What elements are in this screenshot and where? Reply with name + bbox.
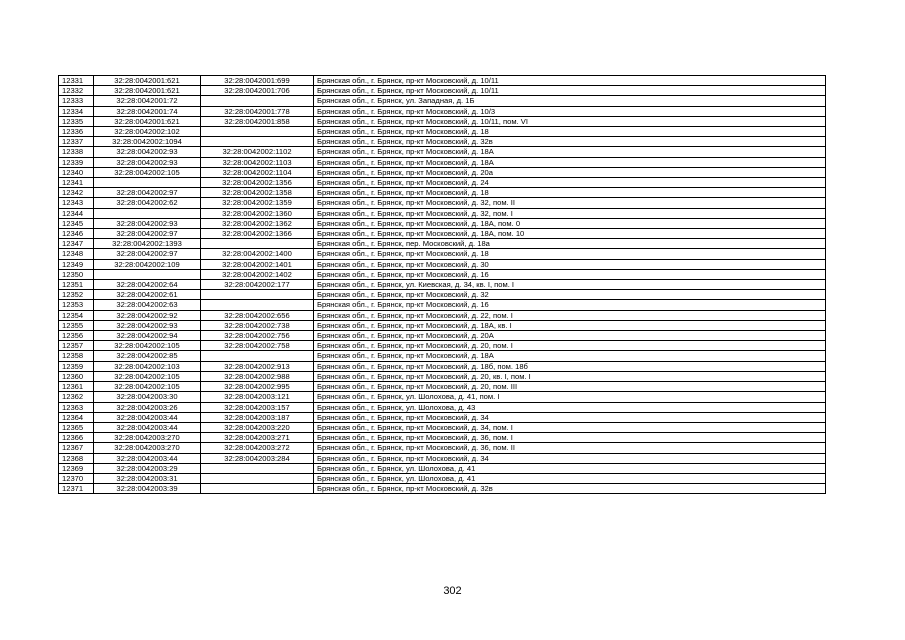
table-row: [59, 269, 826, 279]
table-row: [59, 392, 826, 402]
cadastral-number-cell: 32:28:0042002:62: [94, 198, 201, 208]
address-cell: Брянская обл., г. Брянск, пр-кт Московский, д. 18А, пом. 0: [314, 218, 826, 228]
row-number-cell: 12350: [59, 269, 94, 279]
object-cadastral-number-cell: 32:28:0042002:1402: [201, 269, 314, 279]
cadastral-number-cell: 32:28:0042002:102: [94, 127, 201, 137]
address-cell: Брянская обл., г. Брянск, пр-кт Московский, д. 20а: [314, 167, 826, 177]
object-cadastral-number-cell: 32:28:0042002:1104: [201, 167, 314, 177]
object-cadastral-number-cell: [201, 351, 314, 361]
object-cadastral-number-cell: 32:28:0042001:706: [201, 86, 314, 96]
row-number-cell: 12362: [59, 392, 94, 402]
address-cell: Брянская обл., г. Брянск, ул. Шолохова, д. 41: [314, 473, 826, 483]
row-number-cell: 12337: [59, 137, 94, 147]
object-cadastral-number-cell: 32:28:0042003:284: [201, 453, 314, 463]
table-row: [59, 218, 826, 228]
object-cadastral-number-cell: 32:28:0042002:1358: [201, 188, 314, 198]
table-row: [59, 371, 826, 381]
table-row: [59, 412, 826, 422]
table-row: [59, 259, 826, 269]
row-number-cell: 12354: [59, 310, 94, 320]
row-number-cell: 12336: [59, 127, 94, 137]
object-cadastral-number-cell: 32:28:0042002:1360: [201, 208, 314, 218]
cadastral-number-cell: 32:28:0042002:93: [94, 218, 201, 228]
row-number-cell: 12357: [59, 341, 94, 351]
row-number-cell: 12360: [59, 371, 94, 381]
cadastral-number-cell: 32:28:0042002:1393: [94, 239, 201, 249]
cadastral-number-cell: 32:28:0042003:39: [94, 484, 201, 494]
object-cadastral-number-cell: 32:28:0042002:177: [201, 280, 314, 290]
table-row: [59, 280, 826, 290]
address-cell: Брянская обл., г. Брянск, пр-кт Московский, д. 18: [314, 127, 826, 137]
address-cell: Брянская обл., г. Брянск, пр-кт Московский, д. 20А: [314, 331, 826, 341]
row-number-cell: 12356: [59, 331, 94, 341]
table-row: [59, 239, 826, 249]
table-row: [59, 157, 826, 167]
row-number-cell: 12355: [59, 320, 94, 330]
object-cadastral-number-cell: 32:28:0042002:656: [201, 310, 314, 320]
table-row: [59, 351, 826, 361]
address-cell: Брянская обл., г. Брянск, пр-кт Московский, д. 20, пом. I: [314, 341, 826, 351]
row-number-cell: 12339: [59, 157, 94, 167]
cadastral-number-cell: 32:28:0042002:1094: [94, 137, 201, 147]
address-cell: Брянская обл., г. Брянск, ул. Шолохова, д. 43: [314, 402, 826, 412]
address-cell: Брянская обл., г. Брянск, пр-кт Московский, д. 34, пом. I: [314, 422, 826, 432]
row-number-cell: 12346: [59, 229, 94, 239]
row-number-cell: 12351: [59, 280, 94, 290]
row-number-cell: 12343: [59, 198, 94, 208]
row-number-cell: 12371: [59, 484, 94, 494]
object-cadastral-number-cell: 32:28:0042002:1362: [201, 218, 314, 228]
row-number-cell: 12348: [59, 249, 94, 259]
object-cadastral-number-cell: 32:28:0042003:157: [201, 402, 314, 412]
table-row: [59, 127, 826, 137]
table-row: [59, 178, 826, 188]
row-number-cell: 12363: [59, 402, 94, 412]
cadastral-number-cell: 32:28:0042003:270: [94, 433, 201, 443]
row-number-cell: 12342: [59, 188, 94, 198]
object-cadastral-number-cell: 32:28:0042003:187: [201, 412, 314, 422]
address-cell: Брянская обл., г. Брянск, ул. Шолохова, д. 41: [314, 463, 826, 473]
address-cell: Брянская обл., г. Брянск, ул. Киевская, д. 34, кв. I, пом. I: [314, 280, 826, 290]
table-row: [59, 310, 826, 320]
row-number-cell: 12347: [59, 239, 94, 249]
table-row: [59, 402, 826, 412]
row-number-cell: 12345: [59, 218, 94, 228]
row-number-cell: 12332: [59, 86, 94, 96]
cadastral-number-cell: 32:28:0042001:621: [94, 116, 201, 126]
cadastral-number-cell: 32:28:0042002:94: [94, 331, 201, 341]
object-cadastral-number-cell: [201, 463, 314, 473]
table-row: [59, 484, 826, 494]
object-cadastral-number-cell: [201, 96, 314, 106]
object-cadastral-number-cell: 32:28:0042001:858: [201, 116, 314, 126]
cadastral-number-cell: 32:28:0042002:105: [94, 382, 201, 392]
row-number-cell: 12369: [59, 463, 94, 473]
object-cadastral-number-cell: [201, 290, 314, 300]
cadastral-number-cell: 32:28:0042002:93: [94, 157, 201, 167]
object-cadastral-number-cell: 32:28:0042002:913: [201, 361, 314, 371]
row-number-cell: 12344: [59, 208, 94, 218]
address-cell: Брянская обл., г. Брянск, пр-кт Московский, д. 18б, пом. 18б: [314, 361, 826, 371]
object-cadastral-number-cell: 32:28:0042001:699: [201, 76, 314, 86]
cadastral-number-cell: [94, 208, 201, 218]
table-row: [59, 76, 826, 86]
cadastral-number-cell: 32:28:0042002:109: [94, 259, 201, 269]
address-cell: Брянская обл., г. Брянск, пр-кт Московский, д. 18: [314, 188, 826, 198]
row-number-cell: 12368: [59, 453, 94, 463]
object-cadastral-number-cell: 32:28:0042002:1400: [201, 249, 314, 259]
address-cell: Брянская обл., г. Брянск, пр-кт Московский, д. 18А: [314, 351, 826, 361]
cadastral-number-cell: 32:28:0042002:105: [94, 341, 201, 351]
address-cell: Брянская обл., г. Брянск, пр-кт Московский, д. 36, пом. I: [314, 433, 826, 443]
address-cell: Брянская обл., г. Брянск, пр-кт Московский, д. 32в: [314, 137, 826, 147]
cadastral-number-cell: 32:28:0042002:97: [94, 249, 201, 259]
table-row: [59, 341, 826, 351]
address-cell: Брянская обл., г. Брянск, пр-кт Московский, д. 32: [314, 290, 826, 300]
address-cell: Брянская обл., г. Брянск, пр-кт Московский, д. 18: [314, 249, 826, 259]
address-cell: Брянская обл., г. Брянск, пр-кт Московский, д. 32, пом. II: [314, 198, 826, 208]
object-cadastral-number-cell: 32:28:0042002:995: [201, 382, 314, 392]
table-row: [59, 137, 826, 147]
address-cell: Брянская обл., г. Брянск, ул. Шолохова, д. 41, пом. I: [314, 392, 826, 402]
address-cell: Брянская обл., г. Брянск, пр-кт Московский, д. 34: [314, 412, 826, 422]
cadastral-number-cell: 32:28:0042001:74: [94, 106, 201, 116]
cadastral-number-cell: 32:28:0042002:85: [94, 351, 201, 361]
row-number-cell: 12358: [59, 351, 94, 361]
address-cell: Брянская обл., г. Брянск, пр-кт Московский, д. 18А, кв. I: [314, 320, 826, 330]
row-number-cell: 12335: [59, 116, 94, 126]
table-row: [59, 443, 826, 453]
address-cell: Брянская обл., г. Брянск, пр-кт Московский, д. 16: [314, 300, 826, 310]
row-number-cell: 12365: [59, 422, 94, 432]
object-cadastral-number-cell: [201, 484, 314, 494]
cadastral-number-cell: 32:28:0042003:31: [94, 473, 201, 483]
cadastral-number-cell: 32:28:0042002:93: [94, 320, 201, 330]
object-cadastral-number-cell: 32:28:0042002:1366: [201, 229, 314, 239]
object-cadastral-number-cell: 32:28:0042002:738: [201, 320, 314, 330]
table-row: [59, 249, 826, 259]
table-row: [59, 453, 826, 463]
table-row: [59, 300, 826, 310]
cadastral-number-cell: 32:28:0042003:44: [94, 422, 201, 432]
row-number-cell: 12361: [59, 382, 94, 392]
table-row: [59, 198, 826, 208]
address-cell: Брянская обл., г. Брянск, пр-кт Московский, д. 16: [314, 269, 826, 279]
object-cadastral-number-cell: 32:28:0042002:1401: [201, 259, 314, 269]
object-cadastral-number-cell: 32:28:0042002:1356: [201, 178, 314, 188]
row-number-cell: 12333: [59, 96, 94, 106]
cadastral-number-cell: [94, 269, 201, 279]
cadastral-number-cell: 32:28:0042002:93: [94, 147, 201, 157]
object-cadastral-number-cell: 32:28:0042002:1103: [201, 157, 314, 167]
table-row: [59, 463, 826, 473]
object-cadastral-number-cell: 32:28:0042003:220: [201, 422, 314, 432]
object-cadastral-number-cell: 32:28:0042002:758: [201, 341, 314, 351]
object-cadastral-number-cell: 32:28:0042003:272: [201, 443, 314, 453]
address-cell: Брянская обл., г. Брянск, пр-кт Московский, д. 10/11, пом. VI: [314, 116, 826, 126]
table-row: [59, 86, 826, 96]
row-number-cell: 12353: [59, 300, 94, 310]
table-row: [59, 229, 826, 239]
object-cadastral-number-cell: [201, 300, 314, 310]
cadastral-number-cell: 32:28:0042001:621: [94, 86, 201, 96]
table-row: [59, 116, 826, 126]
address-cell: Брянская обл., г. Брянск, пер. Московский, д. 18а: [314, 239, 826, 249]
object-cadastral-number-cell: 32:28:0042003:121: [201, 392, 314, 402]
cadastral-number-cell: 32:28:0042002:103: [94, 361, 201, 371]
table-row: [59, 382, 826, 392]
table-row: [59, 320, 826, 330]
object-cadastral-number-cell: [201, 239, 314, 249]
address-cell: Брянская обл., г. Брянск, пр-кт Московский, д. 22, пом. I: [314, 310, 826, 320]
address-cell: Брянская обл., г. Брянск, пр-кт Московский, д. 36, пом. II: [314, 443, 826, 453]
table-row: [59, 188, 826, 198]
object-cadastral-number-cell: 32:28:0042002:756: [201, 331, 314, 341]
object-cadastral-number-cell: 32:28:0042003:271: [201, 433, 314, 443]
table-row: [59, 147, 826, 157]
page-number: 302: [443, 585, 462, 597]
cadastral-number-cell: 32:28:0042002:97: [94, 188, 201, 198]
cadastral-number-cell: 32:28:0042003:270: [94, 443, 201, 453]
row-number-cell: 12341: [59, 178, 94, 188]
cadastral-number-cell: 32:28:0042002:105: [94, 371, 201, 381]
row-number-cell: 12364: [59, 412, 94, 422]
cadastral-number-cell: 32:28:0042003:44: [94, 453, 201, 463]
cadastral-number-cell: [94, 178, 201, 188]
table-row: [59, 96, 826, 106]
cadastral-number-cell: 32:28:0042003:29: [94, 463, 201, 473]
row-number-cell: 12366: [59, 433, 94, 443]
address-cell: Брянская обл., г. Брянск, пр-кт Московский, д. 20, кв. I, пом. I: [314, 371, 826, 381]
address-cell: Брянская обл., г. Брянск, пр-кт Московский, д. 18А, пом. 10: [314, 229, 826, 239]
object-cadastral-number-cell: [201, 137, 314, 147]
table-row: [59, 208, 826, 218]
table-row: [59, 422, 826, 432]
row-number-cell: 12359: [59, 361, 94, 371]
cadastral-number-cell: 32:28:0042002:64: [94, 280, 201, 290]
address-cell: Брянская обл., г. Брянск, ул. Западная, д. 1Б: [314, 96, 826, 106]
cadastral-number-cell: 32:28:0042002:61: [94, 290, 201, 300]
cadastral-number-cell: 32:28:0042001:72: [94, 96, 201, 106]
table-row: [59, 106, 826, 116]
cadastral-number-cell: 32:28:0042003:44: [94, 412, 201, 422]
table-row: [59, 361, 826, 371]
cadastral-number-cell: 32:28:0042003:26: [94, 402, 201, 412]
address-cell: Брянская обл., г. Брянск, пр-кт Московский, д. 34: [314, 453, 826, 463]
row-number-cell: 12352: [59, 290, 94, 300]
registry-table-body: [59, 76, 826, 494]
cadastral-number-cell: 32:28:0042002:97: [94, 229, 201, 239]
address-cell: Брянская обл., г. Брянск, пр-кт Московский, д. 32в: [314, 484, 826, 494]
object-cadastral-number-cell: 32:28:0042002:1102: [201, 147, 314, 157]
row-number-cell: 12349: [59, 259, 94, 269]
row-number-cell: 12334: [59, 106, 94, 116]
table-row: [59, 290, 826, 300]
object-cadastral-number-cell: [201, 473, 314, 483]
row-number-cell: 12338: [59, 147, 94, 157]
registry-table: [58, 75, 826, 494]
cadastral-number-cell: 32:28:0042001:621: [94, 76, 201, 86]
cadastral-number-cell: 32:28:0042002:63: [94, 300, 201, 310]
table-row: [59, 473, 826, 483]
row-number-cell: 12340: [59, 167, 94, 177]
object-cadastral-number-cell: 32:28:0042001:778: [201, 106, 314, 116]
address-cell: Брянская обл., г. Брянск, пр-кт Московский, д. 10/11: [314, 76, 826, 86]
object-cadastral-number-cell: 32:28:0042002:988: [201, 371, 314, 381]
row-number-cell: 12370: [59, 473, 94, 483]
address-cell: Брянская обл., г. Брянск, пр-кт Московский, д. 30: [314, 259, 826, 269]
table-row: [59, 167, 826, 177]
cadastral-number-cell: 32:28:0042002:105: [94, 167, 201, 177]
address-cell: Брянская обл., г. Брянск, пр-кт Московский, д. 32, пом. I: [314, 208, 826, 218]
cadastral-number-cell: 32:28:0042003:30: [94, 392, 201, 402]
table-row: [59, 433, 826, 443]
row-number-cell: 12331: [59, 76, 94, 86]
object-cadastral-number-cell: [201, 127, 314, 137]
address-cell: Брянская обл., г. Брянск, пр-кт Московский, д. 18А: [314, 147, 826, 157]
address-cell: Брянская обл., г. Брянск, пр-кт Московский, д. 10/3: [314, 106, 826, 116]
address-cell: Брянская обл., г. Брянск, пр-кт Московский, д. 10/11: [314, 86, 826, 96]
cadastral-number-cell: 32:28:0042002:92: [94, 310, 201, 320]
address-cell: Брянская обл., г. Брянск, пр-кт Московский, д. 18А: [314, 157, 826, 167]
table-row: [59, 331, 826, 341]
address-cell: Брянская обл., г. Брянск, пр-кт Московский, д. 20, пом. III: [314, 382, 826, 392]
object-cadastral-number-cell: 32:28:0042002:1359: [201, 198, 314, 208]
row-number-cell: 12367: [59, 443, 94, 453]
address-cell: Брянская обл., г. Брянск, пр-кт Московский, д. 24: [314, 178, 826, 188]
